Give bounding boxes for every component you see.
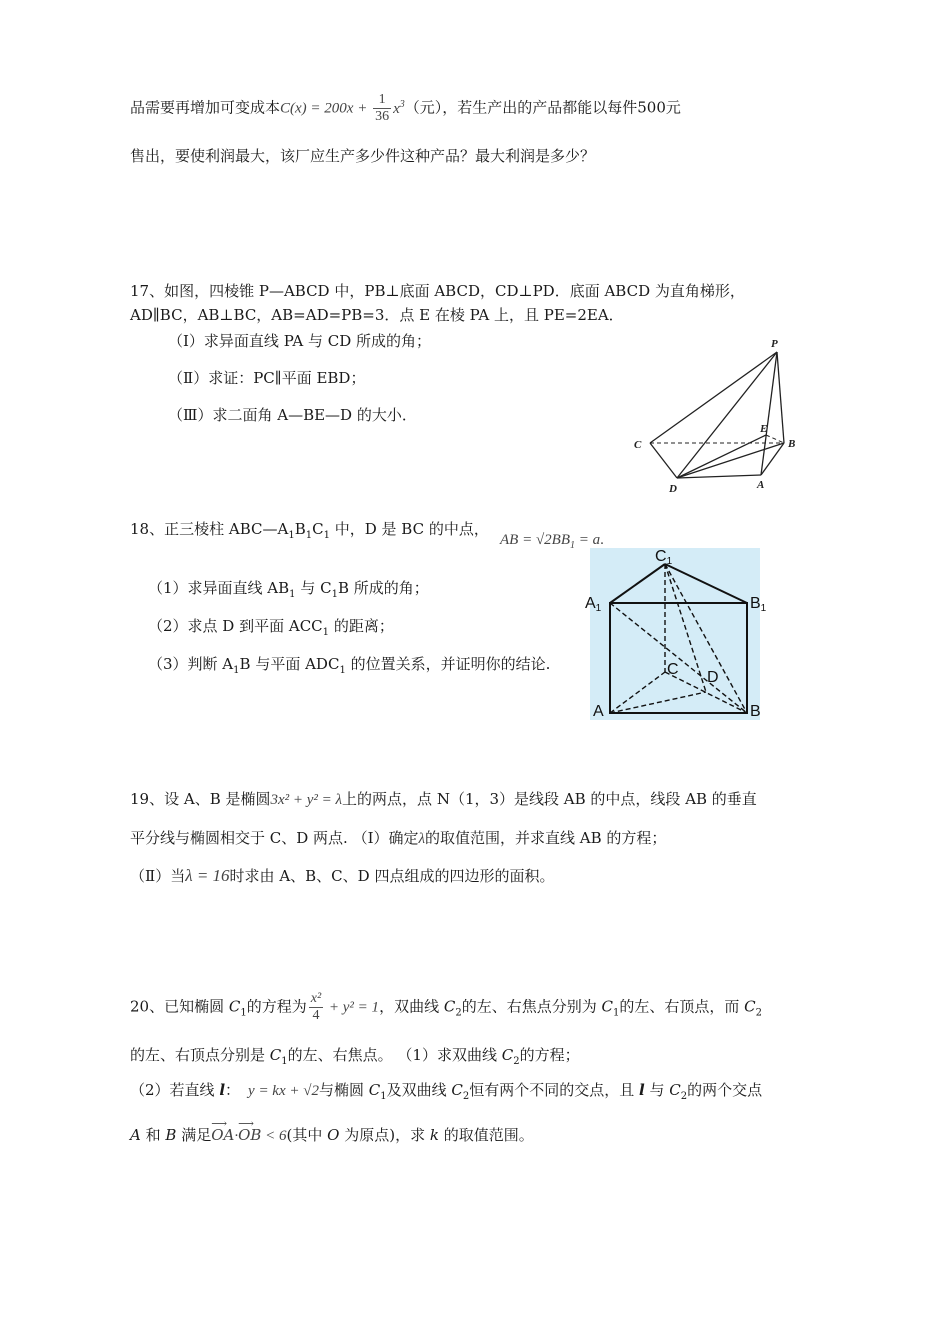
label-C: C [634, 439, 642, 451]
q17-part1: （Ⅰ）求异面直线 PA 与 CD 所成的角； [168, 332, 432, 350]
ellipse-fraction: $\frac{\text{x²}}{4}$ [310, 991, 322, 1023]
vector-OA: ⟶ OA [211, 1125, 234, 1145]
label-A1: A1 [585, 595, 602, 614]
cost-fraction: $\frac{1}{36}$ [375, 92, 390, 124]
q17-line1: 17、如图，四棱锥 P—ABCD 中，PB⊥底面 ABCD，CD⊥PD．底面 ABCD 为直角梯形， [130, 282, 745, 300]
q20-line3: （2）若直线 l： y = kx + √2与椭圆 $C_1$及双曲线 $C_2$恒有两个不同的交点，且 l 与 $C_2$的两个交点 [130, 1081, 763, 1102]
q18-part2: （2）求点 D 到平面 $ACC_1$ 的距离； [148, 617, 394, 638]
q16-text-post: （元），若生产出的产品都能以每件500元 [404, 98, 681, 117]
pyramid-figure [625, 335, 815, 500]
q20-line4: A 和 B 满足⟶ OA·⟶ OB < 6(其中 O 为原点)，求 k 的取值范围。 [130, 1125, 534, 1146]
label-D: D [669, 483, 677, 495]
q16-text: 品需要再增加可变成本 [130, 98, 281, 117]
q16-line1: 品需要再增加可变成本C(x) = 200x + $\frac{1}{36}$ $x^3$（元），若生产出的产品都能以每件500元 [130, 92, 681, 124]
q19-line3: （Ⅱ）当λ = 16时求由 A、B、C、D 四点组成的四边形的面积。 [130, 866, 555, 885]
label-E: E [760, 423, 768, 435]
cost-formula: C(x) = 200x + [280, 100, 372, 117]
q20-line1: 20、已知椭圆 $C_1$的方程为 $\frac{\text{x²}}{4}$ + y² = 1，双曲线 $C_2$的左、右焦点分别为 $C_1$的左、右顶点，而 $C_2$ [130, 991, 762, 1023]
ellipse-equation: 3x² + y² = λ [270, 792, 343, 808]
q16-line2: 售出，要使利润最大，该厂应生产多少件这种产品？最大利润是多少？ [130, 147, 596, 165]
label-A: A [593, 703, 604, 720]
label-C1: C1 [655, 548, 673, 567]
q17-part3: （Ⅲ）求二面角 A—BE—D 的大小． [168, 406, 417, 424]
label-C: C [667, 661, 679, 678]
q17-part2: （Ⅱ）求证：PC∥平面 EBD； [168, 369, 366, 387]
q18-part1: （1）求异面直线 $AB_1$ 与 $C_1B$ 所成的角； [148, 579, 429, 600]
q20-line2: 的左、右顶点分别是 $C_1$的左、右焦点。 （1）求双曲线 $C_2$的方程； [130, 1046, 580, 1067]
label-B: B [750, 703, 761, 720]
label-B: B [788, 438, 796, 450]
label-P: P [771, 338, 778, 350]
prism-figure [583, 546, 768, 722]
label-D: D [707, 669, 719, 686]
q18-part3: （3）判断 $A_1B$ 与平面 $ADC_1$ 的位置关系，并证明你的结论. [148, 655, 551, 676]
label-B1: B1 [750, 595, 767, 614]
label-A: A [757, 479, 765, 491]
q19-line1: 19、设 A、B 是椭圆3x² + y² = λ上的两点，点 N（1，3）是线段 AB 的中点，线段 AB 的垂直 [130, 790, 757, 808]
q19-line2: 平分线与椭圆相交于 C、D 两点. （Ⅰ）确定λ的取值范围，并求直线 AB 的方程； [130, 829, 667, 847]
vector-OB: ⟶ OB [238, 1125, 261, 1145]
q18-line1: 18、正三棱柱 $ABC—A_1B_1C_1$ 中，D 是 BC 的中点， [130, 520, 489, 541]
q17-line2: AD∥BC，AB⊥BC，AB=AD=PB=3．点 E 在棱 PA 上，且 PE=2EA． [130, 306, 624, 324]
q18-formula: AB = $√2BB_1 = a$. [500, 532, 604, 551]
